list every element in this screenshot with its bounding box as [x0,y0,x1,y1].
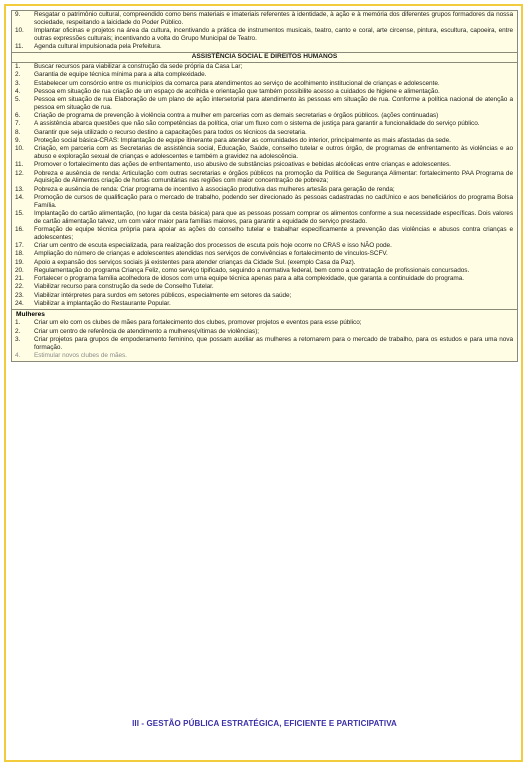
item-number: 13. [15,185,24,193]
item-number: 9. [15,11,21,19]
item-number: 10. [15,27,24,35]
item-text: Agenda cultural impulsionada pela Prefeitura. [34,43,162,51]
item-number: 4. [15,351,21,359]
item-text: Proteção social básica-CRAS: Implantação de equipe itinerante para atender as comunidades do interior, principalmente as mais afastadas da sede. [34,137,451,145]
item-text: Pobreza e ausência de renda: Articulação com outras secretarias e órgãos públicos na promoção da Política de Segurança Alimentar: fortalecimento PAA Programa de Aquisição de Alimentos criação de hortas comunitárias nas regiões com maior concentração de pobreza; [34,169,513,185]
culture-list-item [12,11,517,27]
women-list-item [12,352,517,360]
item-text: Estimular novos clubes de mães. [34,351,127,359]
social-list-item [12,79,517,87]
item-text: Buscar recursos para viabilizar a construção da sede própria da Casa Lar; [34,63,243,70]
social-list-item [12,128,517,136]
item-text: A assistência abarca questões que não são competências da política, criar um fluxo com o sistema de justiça para garantir a funcionalidade do serviço público. [34,120,480,128]
item-number: 3. [15,335,21,343]
social-list-item [12,96,517,112]
item-number: 10. [15,145,24,153]
social-list-item [12,210,517,226]
item-number: 24. [15,300,24,308]
women-list-item [12,327,517,335]
item-number: 14. [15,193,24,201]
item-text: Pessoa em situação de rua criação de um espaço de acolhida e orientação que também possibilite acesso a cuidados de higiene e alimentação. [34,87,440,95]
item-text: Criação de programa de prevenção à violência contra a mulher em parcerias com as demais secretarias e órgãos públicos. (ações continuadas) [34,112,439,120]
item-number: 9. [15,137,21,145]
women-list-item [12,319,517,327]
section-heading-social-assistance: ASSISTÊNCIA SOCIAL E DIREITOS HUMANOS [12,52,517,62]
item-text: Regulamentação do programa Criança Feliz, como serviço tipificado, seguindo a normativa federal, bem como a contratação de profissionais concursados. [34,266,470,274]
item-number: 4. [15,87,21,95]
item-text: Garantia de equipe técnica mínima para a alta complexidade. [34,71,207,79]
item-number: 19. [15,258,24,266]
item-text: Criação, em parceria com as Secretarias de assistência social, Educação, Saúde, conselho tutelar e outros órgão, de programas de enfrentamento às violências e ao abuso e exploração sexual de crianças e adolescentes e também a gravidez na adolescência. [34,145,513,161]
item-text: Criar um centro de referência de atendimento a mulheres(vítimas de violências); [34,327,260,335]
item-text: Viabilizar intérpretes para surdos em setores públicos, especialmente em setores da saúde; [34,291,292,299]
item-number: 16. [15,225,24,233]
social-list-item [12,283,517,291]
item-number: 21. [15,275,24,283]
culture-list-item [12,43,517,51]
social-list-item [12,145,517,161]
item-number: 20. [15,266,24,274]
item-number: 18. [15,250,24,258]
item-number: 17. [15,241,24,249]
social-list-item [12,161,517,169]
item-text: Pessoa em situação de rua Elaboração de um plano de ação intersetorial para atendimento às pessoas em situação de rua. Conforme a política nacional de atenção a pessoa em situação de rua. [34,96,513,111]
social-list-item [12,250,517,258]
item-text: Garantir que seja utilizado o recurso destino a capacitações para todos os técnicos da secretaria. [34,128,307,136]
item-text: Fortalecer o programa família acolhedora de idosos com uma equipe técnica apenas para a alta complexidade, que garanta a continuidade do programa. [34,275,465,283]
social-list-item [12,112,517,120]
item-text: Formação de equipe técnica própria para apoiar as ações do conselho tutelar e trabalhar especificamente a prevenção das violências e abusos contra crianças e adolescentes; [34,225,513,241]
item-text: Estabelecer um consórcio entre os municípios da comarca para atendimentos ao serviço de acolhimento institucional de crianças e adolescente. [34,79,440,87]
item-text: Implantação do cartão alimentação, (no lugar da cesta básica) para que as pessoas possam comprar os alimentos conforme a sua necessidade específicas. Dois valores de cartão alimentação talvez, um com valor maior para famílias maiores, para garantir a equidade do serviço prestado. [34,209,513,225]
social-list-item [12,242,517,250]
social-list-item [12,258,517,266]
item-text: Promover o fortalecimento das ações de enfrentamento, uso abusivo de substâncias psicoativas e bebidas alcóolicas entre crianças e adolescentes. [34,161,451,169]
social-list-item [12,267,517,275]
social-list-item [12,137,517,145]
item-number: 11. [15,161,24,169]
item-text: Ampliação do número de crianças e adolescentes atendidas nos serviços de convivências e fortalecimento de vínculos-SCFV. [34,250,388,258]
social-list-item [12,88,517,96]
item-text: Pobreza e ausência de renda: Criar programa de incentivo à associação produtiva das mulheres artesãs para geração de renda; [34,185,395,193]
social-list-item [12,120,517,128]
item-number: 12. [15,169,24,177]
item-number: 5. [15,96,21,104]
item-text: Criar um elo com os clubes de mães para fortalecimento dos clubes, promover projetos e eventos para esse público; [34,319,362,327]
item-text: Criar um centro de escuta especializada, para realização dos processos de escuta pois hoje ocorre no CRAS e isso NÃO pode. [34,241,392,249]
item-number: 2. [15,327,21,335]
item-number: 7. [15,120,21,128]
item-text: Viabilizar recurso para construção da sede de Conselho Tutelar. [34,283,214,291]
social-list-item [12,226,517,242]
culture-list-item [12,27,517,43]
item-number: 15. [15,209,24,217]
social-list-item [12,169,517,185]
social-list-item [12,300,517,308]
women-item-list [12,319,517,361]
document-table [11,10,518,362]
item-number: 23. [15,291,24,299]
item-text: Promoção de cursos de qualificação para o mercado de trabalho, podendo ser direcionado às pessoas cadastradas no cadUnico e aos beneficiários do programa Bolsa Família. [34,193,513,209]
item-text: Apoio a expansão dos serviços sociais já existentes para atender crianças da Cidade Sul. (exemplo Casa da Paz). [34,258,356,266]
item-text: Resgatar o patrimônio cultural, compreendido como bens materiais e imateriais referentes à identidade, à ação e à memória dos diferentes grupos formadores da nossa sociedade, respeitando a laicidade do Poder Público. [34,11,513,26]
item-number: 8. [15,128,21,136]
section-heading-women: Mulheres [12,309,517,319]
social-assistance-item-list [12,63,517,309]
item-number: 1. [15,63,21,70]
social-list-item [12,185,517,193]
social-list-item [12,63,517,71]
item-text: Implantar oficinas e projetos na área da cultura, incentivando a prática de instrumentos musicais, teatro, canto e coral, arte circense, pintura, escultura, capoeira, entre outras expressões culturais; incentivando a volta do Grupo Municipal de Teatro. [34,27,513,42]
item-number: 11. [15,43,24,51]
item-number: 2. [15,71,21,79]
women-list-item [12,336,517,352]
item-number: 1. [15,319,21,327]
item-text: Criar projetos para grupos de empoderamento feminino, que possam auxiliar as mulheres a retornarem para o mercado de trabalho, para os estudos e para uma nova formação. [34,335,513,351]
item-number: 22. [15,283,24,291]
social-list-item [12,194,517,210]
chapter-title: III - GESTÃO PÚBLICA ESTRATÉGICA, EFICIENTE E PARTICIPATIVA [132,719,397,728]
item-text: Viabilizar a implantação do Restaurante Popular. [34,300,171,308]
culture-item-list [12,11,517,52]
item-number: 3. [15,79,21,87]
social-list-item [12,291,517,299]
social-list-item [12,71,517,79]
social-list-item [12,275,517,283]
item-number: 6. [15,112,21,120]
